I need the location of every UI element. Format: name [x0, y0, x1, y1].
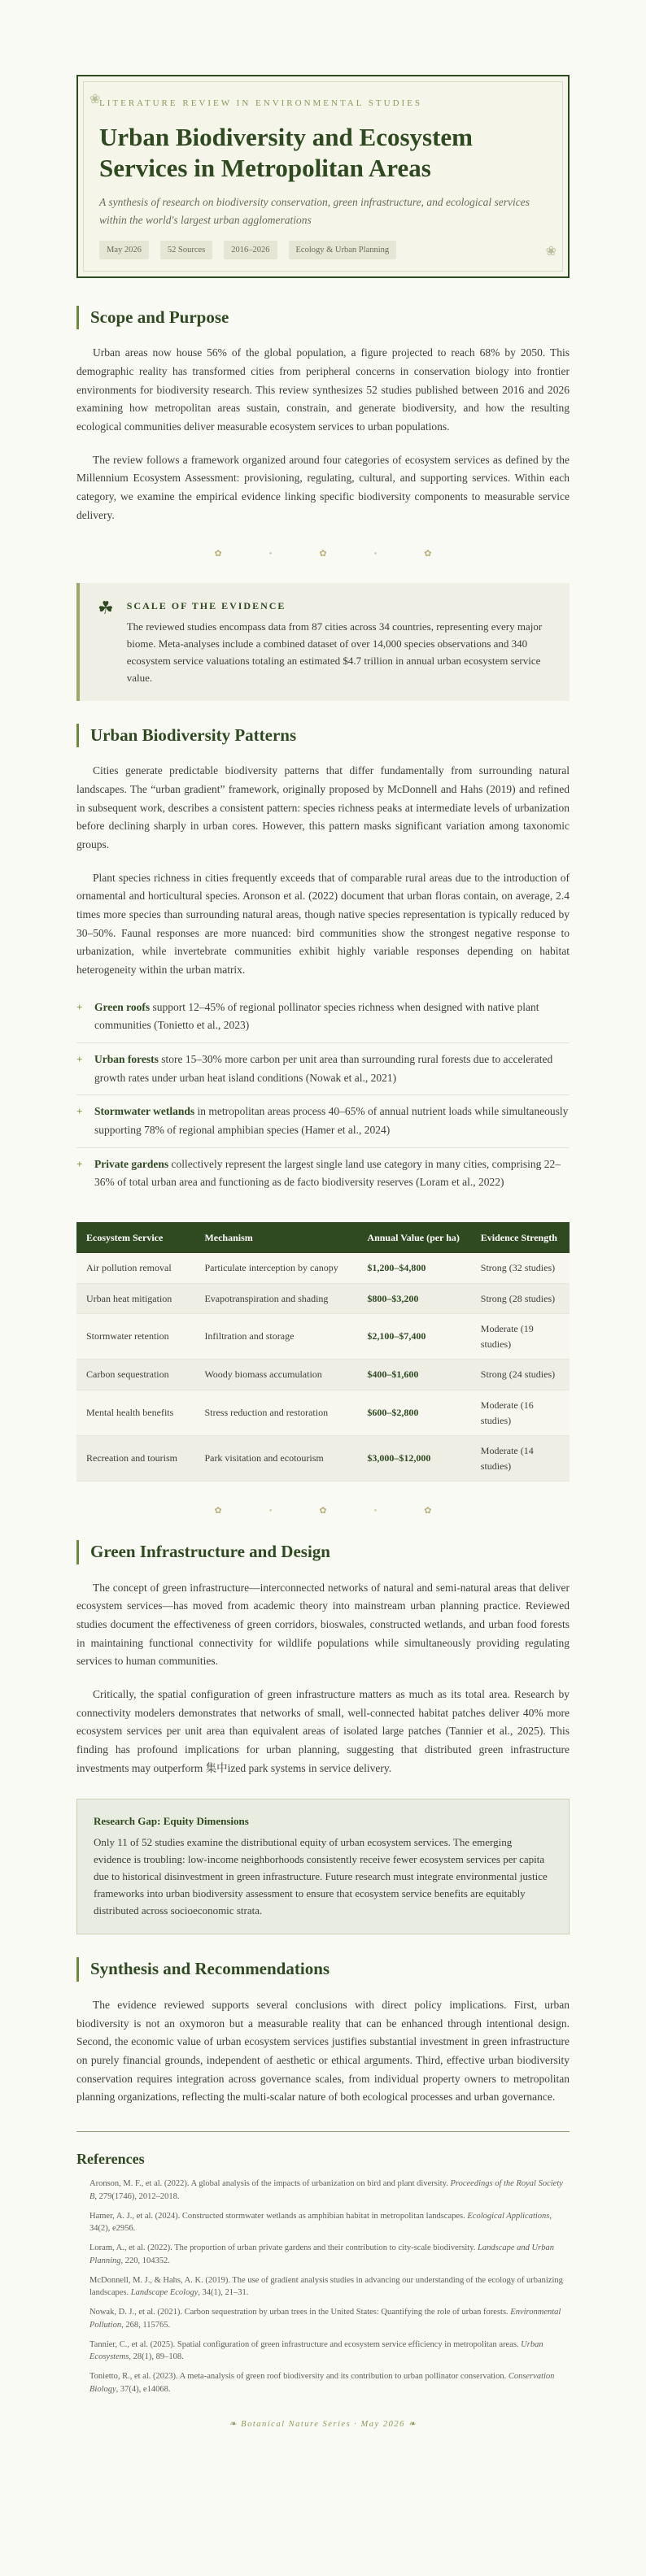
reference-list	[76, 2178, 570, 2396]
reference-text: , 268, 115765.	[121, 2320, 171, 2330]
reference-text: , 34(2), e2956.	[89, 2211, 552, 2234]
table-cell: Strong (24 studies)	[471, 1360, 570, 1390]
table-row	[76, 1360, 570, 1390]
table-row	[76, 1253, 570, 1283]
reference-journal: Urban Ecosystems	[89, 2339, 543, 2362]
flower-divider-icon: ✿	[214, 1506, 222, 1516]
sources-tag: 52 Sources	[160, 241, 212, 260]
flower-divider-icon: ✿	[214, 549, 222, 559]
reference-journal: Proceedings of the Royal Society B	[89, 2179, 563, 2201]
field-tag: Ecology & Urban Planning	[289, 241, 397, 260]
bullet-plus-icon: +	[76, 1000, 83, 1013]
reference-item	[76, 2274, 570, 2300]
reference-item	[76, 2242, 570, 2268]
reference-journal: Conservation Biology	[89, 2372, 555, 2394]
reference-text: Nowak, D. J., et al. (2021). Carbon sequestration by urban trees in the United States: Quantifying the role of urban forests.	[89, 2308, 511, 2317]
list-item	[76, 1043, 570, 1095]
patterns-heading: Urban Biodiversity Patterns	[76, 724, 570, 747]
synthesis-section	[76, 1957, 570, 2106]
table-cell: Strong (32 studies)	[471, 1253, 570, 1283]
scope-paragraph: Urban areas now house 56% of the global population, a figure projected to reach 68% by 2050. This demographic reality has transformed cities from peripheral concerns in conservation biology into frontier environments for biodiversity research. This review synthesizes 52 studies published between 2016 and 2026 examining how metropolitan areas sustain, constrain, and generate biodiversity, and how the resulting ecological communities deliver measurable ecosystem services to urban populations.	[76, 346, 570, 433]
finding-text: in metropolitan areas process 40–65% of annual nutrient loads while simultaneously supporting 78% of regional amphibian species (Hamer et al., 2024)	[94, 1105, 569, 1136]
table-cell: Moderate (14 studies)	[471, 1436, 570, 1482]
finding-text: support 12–45% of regional pollinator species richness when designed with native plant communities (Tonietto et al., 2023)	[94, 1000, 539, 1032]
reference-text: , 37(4), e14068.	[116, 2384, 171, 2394]
divider-dot: ●	[373, 1508, 378, 1514]
table-cell: Woody biomass accumulation	[194, 1360, 357, 1390]
reference-journal: Environmental Pollution	[89, 2308, 561, 2330]
reference-text: , 28(1), 89–108.	[129, 2352, 184, 2362]
scope-section	[76, 306, 570, 524]
table-row	[76, 1283, 570, 1314]
table-cell: $3,000–$12,000	[357, 1436, 470, 1482]
table-header-row	[76, 1222, 570, 1253]
bullet-plus-icon: +	[76, 1157, 83, 1170]
flower-divider-icon: ✿	[424, 1506, 432, 1516]
table-cell: $600–$2,800	[357, 1390, 470, 1435]
finding-lead: Private gardens	[94, 1157, 169, 1170]
list-item	[76, 1148, 570, 1199]
table-cell: $2,100–$7,400	[357, 1314, 470, 1360]
table-cell: Stress reduction and restoration	[194, 1390, 357, 1435]
meta-tags	[99, 241, 547, 260]
scale-title: SCALE OF THE EVIDENCE	[126, 600, 286, 612]
finding-lead: Green roofs	[94, 1000, 151, 1013]
period-tag: 2016–2026	[224, 241, 277, 260]
reference-item	[76, 2339, 570, 2365]
table-cell: Particulate interception by canopy	[194, 1253, 357, 1283]
page-subtitle: A synthesis of research on biodiversity conservation, green infrastructure, and ecological services within the world's largest urban agglomerations	[99, 196, 530, 226]
page-footer: ❧ Botanical Nature Series · May 2026 ❧	[229, 2419, 417, 2429]
column-header: Evidence Strength	[471, 1222, 570, 1253]
reference-item	[76, 2370, 570, 2396]
flower-divider-icon: ✿	[424, 549, 432, 559]
section-divider	[76, 546, 570, 562]
table-row	[76, 1314, 570, 1360]
table-cell: Moderate (16 studies)	[471, 1390, 570, 1435]
research-gap-title: Research Gap: Equity Dimensions	[94, 1815, 249, 1828]
patterns-section	[76, 724, 570, 1199]
table-cell: Moderate (19 studies)	[471, 1314, 570, 1360]
table-cell: Carbon sequestration	[76, 1360, 194, 1390]
reference-text: Aronson, M. F., et al. (2022). A global analysis of the impacts of urbanization on bird and plant diversity.	[89, 2179, 451, 2189]
references-heading: References	[76, 2150, 145, 2167]
date-tag: May 2026	[99, 241, 149, 260]
scope-paragraph: The review follows a framework organized around four categories of ecosystem services as defined by the Millennium Ecosystem Assessment: provisioning, regulating, cultural, and supporting services. Within each category, we examine the empirical evidence linking specific biodiversity components to measurable service delivery.	[76, 453, 570, 521]
patterns-paragraph: Cities generate predictable biodiversity patterns that differ fundamentally from surrounding natural landscapes. The “urban gradient” framework, originally proposed by McDonnell and Hahs (2019) and refined in subsequent work, describes a consistent pattern: species richness peaks at intermediate levels of urbanization before declining sharply in urban cores. However, this pattern masks significant variation among taxonomic groups.	[76, 764, 570, 851]
divider-dot: ●	[268, 551, 273, 557]
column-header: Annual Value (per ha)	[357, 1222, 470, 1253]
reference-journal: Landscape Ecology	[130, 2288, 199, 2298]
green-heading: Green Infrastructure and Design	[76, 1540, 570, 1564]
table-cell: Strong (28 studies)	[471, 1283, 570, 1314]
flower-divider-icon: ✿	[319, 1506, 327, 1516]
reference-text: , 279(1746), 2012–2018.	[94, 2191, 180, 2201]
reference-text: Tannier, C., et al. (2025). Spatial configuration of green infrastructure and ecosystem service efficiency in metropolitan areas.	[89, 2339, 522, 2349]
synthesis-paragraph: The evidence reviewed supports several conclusions with direct policy implications. First, urban biodiversity is not an oxymoron but a measurable reality that can be enhanced through intentional design. Second, the economic value of urban ecosystem services justifies substantial investment in green infrastructure on purely financial grounds, independent of aesthetic or ethical arguments. Third, effective urban biodiversity conservation requires integration across governance scales, from individual property owners to metropolitan planning organizations, reflecting the multi-scalar nature of both ecological processes and urban governance.	[76, 1998, 570, 2104]
reference-text: Hamer, A. J., et al. (2024). Constructed stormwater wetlands as amphibian habitat in metropolitan landscapes.	[89, 2211, 468, 2221]
reference-text: McDonnell, M. J., & Hahs, A. K. (2019). The use of gradient analysis studies in advancing our understanding of the ecology of urbanizing landscapes.	[89, 2275, 563, 2298]
flower-ornament-icon: ❀	[89, 93, 101, 107]
references-divider	[76, 2131, 570, 2132]
reference-item	[76, 2178, 570, 2204]
column-header: Mechanism	[194, 1222, 357, 1253]
ecosystem-services-table	[76, 1222, 570, 1482]
flower-divider-icon: ✿	[319, 549, 327, 559]
table-row	[76, 1390, 570, 1435]
research-gap-callout	[76, 1799, 570, 1934]
table-cell: Park visitation and ecotourism	[194, 1436, 357, 1482]
reference-item	[76, 2306, 570, 2332]
table-cell: Recreation and tourism	[76, 1436, 194, 1482]
research-gap-text: Only 11 of 52 studies examine the distributional equity of urban ecosystem services. The emerging evidence is troubling: low-income neighborhoods consistently receive fewer ecosystem services per capita due to historical disinvestment in green infrastructure. Future research must integrate environmental justice frameworks into urban biodiversity assessment to ensure that ecosystem service benefits are equitably distributed across socioeconomic strata.	[94, 1836, 548, 1917]
reference-text: , 220, 104352.	[120, 2256, 170, 2265]
reference-text: Tonietto, R., et al. (2023). A meta-analysis of green roof biodiversity and its contribution to urban pollinator conservation.	[89, 2372, 509, 2382]
green-paragraph: Critically, the spatial configuration of green infrastructure matters as much as its total area. Research by connectivity modelers demonstrates that networks of small, well-connected habitat patches deliver 40% more ecosystem services per unit area than equivalent areas of isolated large patches (Tannier et al., 2025). This finding has profound implications for urban planning, suggesting that distributed green infrastructure investments may outperform 集中ized park systems in service delivery.	[76, 1688, 570, 1774]
scale-text: The reviewed studies encompass data from 87 cities across 34 countries, representing every major biome. Meta-analyses include a combined dataset of over 14,000 species observations and 340 ecosystem service valuations totaling an estimated $4.7 trillion in annual urban ecosystem service value.	[126, 620, 543, 684]
green-section	[76, 1540, 570, 1778]
reference-journal: Landscape and Urban Planning	[89, 2243, 554, 2265]
page-title: Urban Biodiversity and Ecosystem Services in Metropolitan Areas	[99, 123, 473, 183]
bullet-plus-icon: +	[76, 1052, 83, 1065]
header-card	[76, 75, 570, 278]
green-paragraph: The concept of green infrastructure—interconnected networks of natural and semi-natural areas that deliver ecosystem services—has moved from academic theory into mainstream urban planning practice. Reviewed studies document the effectiveness of green corridors, bioswales, constructed wetlands, and urban food forests in maintaining functional connectivity for wildlife populations while simultaneously providing regulating services to human communities.	[76, 1581, 570, 1668]
flower-ornament-icon: ❀	[545, 245, 557, 259]
list-item	[76, 991, 570, 1043]
finding-lead: Urban forests	[94, 1052, 159, 1065]
divider-dot: ●	[268, 1508, 273, 1514]
table-cell: Mental health benefits	[76, 1390, 194, 1435]
divider-dot: ●	[373, 551, 378, 557]
bullet-plus-icon: +	[76, 1105, 83, 1118]
reference-text: Loram, A., et al. (2022). The proportion of urban private gardens and their contribution to city-scale biodiversity.	[89, 2243, 478, 2253]
section-divider	[76, 1503, 570, 1519]
table-cell: Stormwater retention	[76, 1314, 194, 1360]
list-item	[76, 1095, 570, 1147]
reference-journal: Ecological Applications	[467, 2211, 550, 2221]
scale-callout	[76, 583, 570, 700]
finding-text: store 15–30% more carbon per unit area than surrounding rural forests due to accelerated growth rates under urban heat island conditions (Nowak et al., 2021)	[94, 1052, 553, 1084]
table-cell: $800–$3,200	[357, 1283, 470, 1314]
synthesis-heading: Synthesis and Recommendations	[76, 1957, 570, 1981]
finding-lead: Stormwater wetlands	[94, 1105, 195, 1118]
clover-icon: ☘	[98, 598, 114, 619]
table-cell: Infiltration and storage	[194, 1314, 357, 1360]
reference-text: , 34(1), 21–31.	[198, 2288, 249, 2298]
table-cell: Evapotranspiration and shading	[194, 1283, 357, 1314]
table-cell: $400–$1,600	[357, 1360, 470, 1390]
scope-heading: Scope and Purpose	[76, 306, 570, 329]
finding-text: collectively represent the largest single land use category in many cities, comprising 22–36% of total urban area and functioning as de facto biodiversity reserves (Loram et al., 2022)	[94, 1157, 561, 1189]
table-cell: Urban heat mitigation	[76, 1283, 194, 1314]
table-cell: $1,200–$4,800	[357, 1253, 470, 1283]
patterns-paragraph: Plant species richness in cities frequently exceeds that of comparable rural areas due to the introduction of ornamental and horticultural species. Aronson et al. (2022) document that urban floras contain, on average, 2.4 times more species than surrounding natural areas, though native species representation is typically reduced by 30–50%. Faunal responses are more nuanced: bird communities show the strongest negative response to urbanization, while invertebrate communities exhibit highly variable responses depending on habitat heterogeneity within the urban matrix.	[76, 871, 570, 976]
header-kicker: LITERATURE REVIEW IN ENVIRONMENTAL STUDIES	[99, 98, 423, 108]
reference-item	[76, 2210, 570, 2236]
column-header: Ecosystem Service	[76, 1222, 194, 1253]
findings-list	[76, 991, 570, 1199]
table-cell: Air pollution removal	[76, 1253, 194, 1283]
table-row	[76, 1436, 570, 1482]
